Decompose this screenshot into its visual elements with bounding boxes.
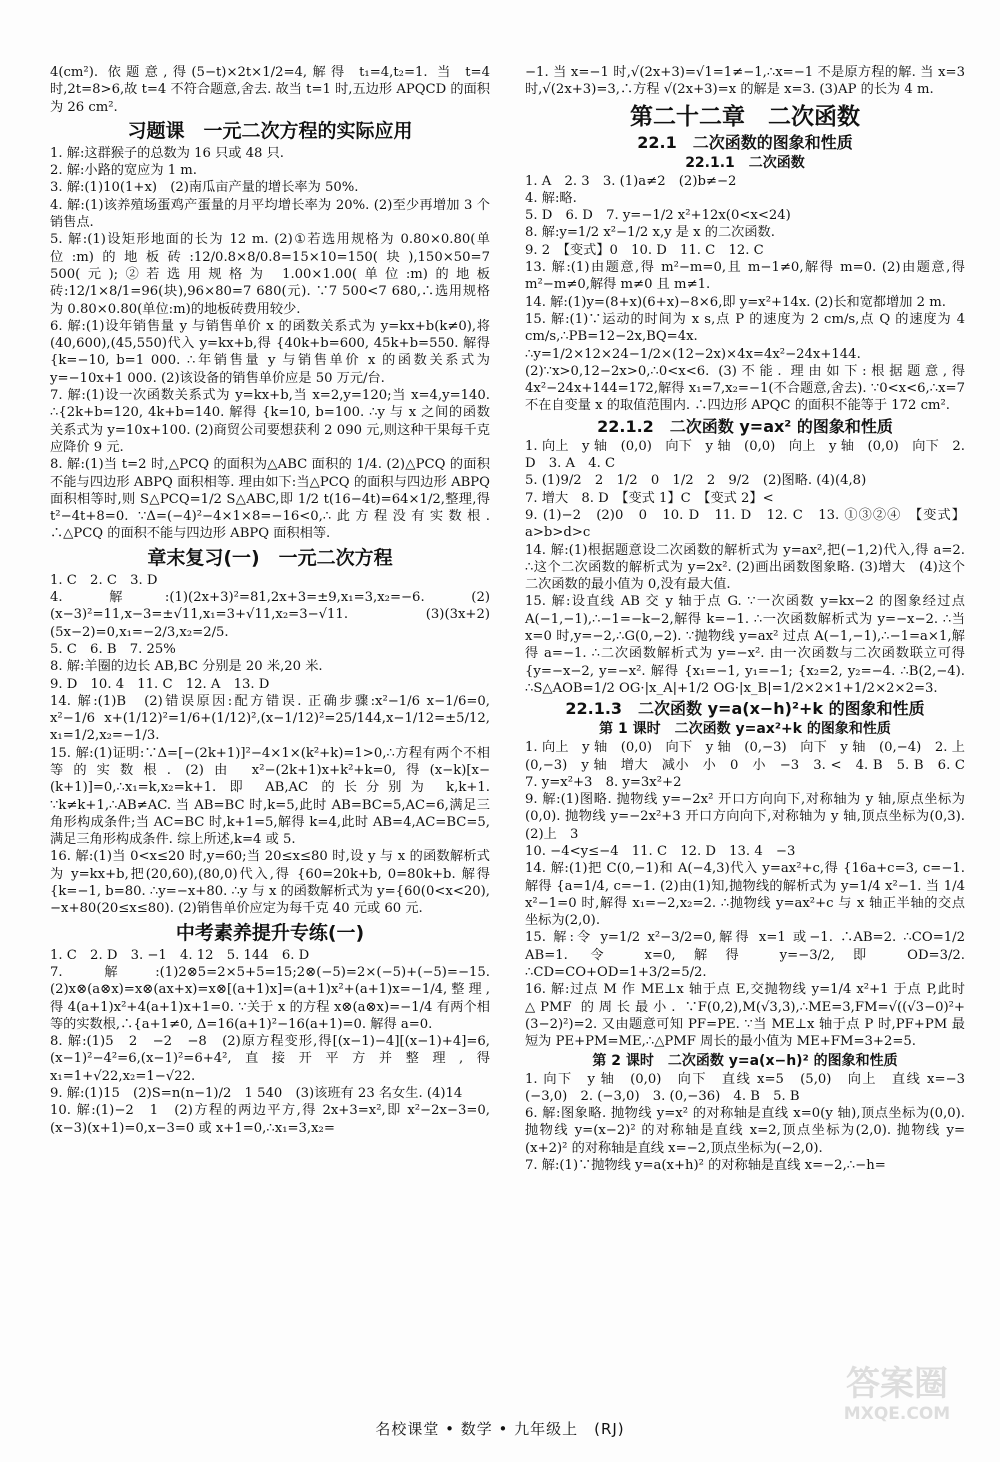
answer-item: 8. 解:y=1/2 x²−1/2 x,y 是 x 的二次函数. bbox=[525, 225, 775, 241]
answer-item: 14. 解:(1)y=(8+x)(6+x)−8×6,即 y=x²+14x. (2)长和宽都增加 2 m. bbox=[525, 294, 946, 310]
answer-item: 2. 解:小路的宽应为 1 m. bbox=[50, 163, 198, 179]
answer-item: 7. 解:(1)设一次函数关系式为 y=kx+b,当 x=2,y=120;当 x=4,y=140. ∴{2k+b=120, 4k+b=140. 解得 {k=10, b=100. ∴y 与 x 之间的函数关系式为 y=10x+100. (2)商贸公司要想获利 2 090 元,则这种干果每千克应降价 9 元. bbox=[50, 388, 490, 455]
left-column bbox=[50, 64, 490, 1137]
answer-item: 8. 解:(1)当 t=2 时,△PCQ 的面积为△ABC 面积的 1/4. (2)△PCQ 的面积不能与四边形 ABPQ 面积相等. 理由如下:当△PCQ 的面积与四边形 ABPQ 面积相等时,则 S△PCQ=1/2 S△ABC,即 1/2 t(16−4t)=64×1/2,整理,得 t²−4t+8=0. ∵Δ=(−4)²−4×1×8=−16<0,∴此方程没有实数根. ∴△PCQ 的面积不能与四边形 ABPQ 面积相等. bbox=[50, 457, 490, 542]
answer-item: 16. 解:(1)当 0<x≤20 时,y=60;当 20≤x≤80 时,设 y 与 x 的函数解析式为 y=kx+b,把(20,60),(80,0)代入,得 {60=20k+b, 0=80k+b. 解得 {k=−1, b=80. ∴y=−x+80. ∴y 与 x 的函数解析式为 y={60(0<x<20), −x+80(20≤x≤80). (2)销售单价应定为每千克 40 元或 60 元. bbox=[50, 849, 490, 917]
answer-item: 4(cm²). 依题意,得(5−t)×2t×1/2=4,解得 t₁=4,t₂=1. 当 t=4 时,2t=8>6,故 t=4 不符合题意,舍去. 故当 t=1 时,五边形 APQCD 的面积为 26 cm². bbox=[50, 65, 490, 115]
subsection-title: 22.1 二次函数的图象和性质 bbox=[637, 132, 853, 152]
subsection-title: 22.1.3 二次函数 y=a(x−h)²+k 的图象和性质 bbox=[565, 699, 925, 719]
section-title: 习题课 一元二次方程的实际应用 bbox=[127, 119, 413, 142]
answer-item: 1. 向下 y 轴 (0,0) 向下 直线 x=5 (5,0) 向上 直线 x=−3 (−3,0) 2. (−3,0) 3. (0,−36) 4. B 5. B bbox=[525, 1071, 979, 1104]
answer-item: 14. 解:(1)根据题意设二次函数的解析式为 y=ax²,把(−1,2)代入,得 a=2. ∴这个二次函数的解析式为 y=2x². (2)画出函数图象略. (3)增大 (4)这个二次函数的最小值为 0,没有最大值. bbox=[525, 542, 965, 593]
answer-item: 10. −4<y≤−4 11. C 12. D 13. 4 −3 bbox=[525, 843, 796, 859]
answer-item: 5. D 6. D 7. y=−1/2 x²+12x(0<x<24) bbox=[525, 208, 791, 224]
answer-item: 4. 解:(1)该养殖场蛋鸡产蛋量的月平均增长率为 20%. (2)至少再增加 3 个销售点. bbox=[50, 197, 490, 231]
answer-item: 4. 解:(1)(2x+3)²=81,2x+3=±9,x₁=3,x₂=−6. (2)(x−3)²=11,x−3=±√11,x₁=3+√11,x₂=3−√11. (3)(3x+2)(5x−2)=0,x₁=−2/3,x₂=2/5. bbox=[50, 590, 490, 640]
answer-item: 5. (1)9/2 2 1/2 0 1/2 2 9/2 (2)图略. (4)(4,8) bbox=[525, 473, 867, 489]
answer-item: 1. C 2. C 3. D bbox=[50, 572, 158, 588]
watermark-logo: 答案圈 bbox=[846, 1364, 948, 1404]
answer-item: 4. 解:略. bbox=[525, 190, 577, 206]
right-column bbox=[525, 64, 979, 1174]
section-title: 中考素养提升专练(一) bbox=[175, 921, 365, 944]
lesson-title: 第 2 课时 二次函数 y=a(x−h)² 的图象和性质 bbox=[592, 1052, 898, 1069]
answer-item: 5. 解:(1)设矩形地面的长为 12 m. (2)①若选用规格为 0.80×0.80(单位:m)的地板砖:12/0.8×8/0.8=15×10=150(块),150×50=7 500(元);②若选用规格为 1.00×1.00(单位:m)的地板砖:12/1×8/1=96(块),96×80=7 680(元). ∵7 500<7 680,∴选用规格为 0.80×0.80(单位:m)的地板砖费用较少. bbox=[50, 232, 490, 317]
answer-item: 9. 解:(1)图略. 抛物线 y=−2x² 开口方向向下,对称轴为 y 轴,原点坐标为(0,0). 抛物线 y=−2x²+3 开口方向向下,对称轴为 y 轴,顶点坐标为(0,3). (2)上 3 bbox=[525, 792, 965, 842]
answer-item: 15. 解:设直线 AB 交 y 轴于点 G. ∵一次函数 y=kx−2 的图象经过点 A(−1,−1),∴−1=−k−2,解得 k=−1. ∴一次函数解析式为 y=−x−2. ∴当 x=0 时,y=−2,∴G(0,−2). ∵抛物线 y=ax² 过点 A(−1,−1),∴−1=a×1,解得 a=−1. ∴二次函数解析式为 y=−x². 由一次函数与二次函数联立可得 {y=−x−2, y=−x². 解得 {x₁=−1, y₁=−1; {x₂=2, y₂=−4. ∴B(2,−4). ∴S△AOB=1/2 OG·|x_A|+1/2 OG·|x_B|=1/2×2×1+1/2×2×2=3. bbox=[525, 594, 965, 696]
answer-item: 14. 解:(1)B (2)错误原因:配方错误. 正确步骤:x²−1/6 x−1/6=0, x²−1/6 x+(1/12)²=1/6+(1/12)²,(x−1/12)²=25/144,x−1/12=±5/12, x₁=1/2,x₂=−1/3. bbox=[50, 693, 490, 744]
answer-item: −1. 当 x=−1 时,√(2x+3)=√1=1≠−1,∴x=−1 不是原方程的解. 当 x=3 时,√(2x+3)=3,∴方程 √(2x+3)=x 的解是 x=3. (3)AP 的长为 4 m. bbox=[525, 65, 965, 98]
answer-item: 9. 2 【变式】0 10. D 11. C 12. C bbox=[525, 242, 764, 258]
chapter-title: 第二十二章 二次函数 bbox=[630, 103, 860, 130]
page-footer: 名校课堂 • 数学 • 九年级上 (RJ) bbox=[375, 1420, 625, 1438]
answer-item: 15. 解:令 y=1/2 x²−3/2=0,解得 x=1 或−1. ∴AB=2. ∴CO=1/2 AB=1. 令 x=0,解得 y=−3/2,即 OD=3/2. ∴CD=CO+OD=1+3/2=5/2. bbox=[525, 930, 965, 981]
answer-item: 7. 解:(1)2⊗5=2×5+5=15;2⊗(−5)=2×(−5)+(−5)=−15. (2)x⊗(a⊗x)=x⊗(ax+x)=x⊗[(a+1)x]=(a+1)x²+(a+1)x=−1/4,整理,得 4(a+1)x²+4(a+1)x+1=0. ∵关于 x 的方程 x⊗(a⊗x)=−1/4 有两个相等的实数根,∴{a+1≠0, Δ=16(a+1)²−16(a+1)=0. 解得 a=0. bbox=[50, 964, 490, 1032]
watermark-url: MXQE.COM bbox=[843, 1404, 951, 1424]
answer-item: 7. 增大 8. D 【变式 1】C 【变式 2】< bbox=[525, 490, 774, 506]
answer-item: 8. 解:(1)5 2 −2 −8 (2)原方程变形,得[(x−1)−4][(x−1)+4]=6,(x−1)²−4²=6,(x−1)²=6+4²,直接开平方并整理,得 x₁=1+√22,x₂=1−√22. bbox=[50, 1034, 490, 1084]
answer-item: 6. 解:(1)设年销售量 y 与销售单价 x 的函数关系式为 y=kx+b(k≠0),将(40,600),(45,550)代入 y=kx+b,得 {40k+b=600, 45k+b=550. 解得 {k=−10, b=1 000. ∴年销售量 y 与销售单价 x 的函数关系式为 y=−10x+1 000. (2)该设备的销售单价应是 50 万元/台. bbox=[50, 318, 490, 386]
answer-item: 7. 解:(1)∵抛物线 y=a(x+h)² 的对称轴是直线 x=−2,∴−h= bbox=[525, 1158, 886, 1174]
answer-item: 15. 解:(1)∵运动的时间为 x s,点 P 的速度为 2 cm/s,点 Q 的速度为 4 cm/s,∴PB=12−2x,BQ=4x. ∴y=1/2×12×24−1/2×(12−2x)×4x=4x²−24x+144. (2)∵x>0,12−2x>0,∴0<x<6. (3)不能. 理由如下:根据题意,得 4x²−24x+144=172,解得 x₁=7,x₂=−1(不合题意,舍去). ∵0<x<6,∴x=7 不在自变量 x 的取值范围内. ∴四边形 APQC 的面积不能等于 172 cm². bbox=[525, 311, 965, 414]
answer-item: 1. 向上 y 轴 (0,0) 向下 y 轴 (0,−3) 向下 y 轴 (0,−4) 2. 上 (0,−3) y 轴 增大 减小 小 0 小 −3 3. < 4. B 5. B 6. C 7. y=x²+3 8. y=3x²+2 bbox=[525, 740, 979, 790]
answer-item: 14. 解:(1)把 C(0,−1)和 A(−4,3)代入 y=ax²+c,得 {16a+c=3, c=−1. 解得 {a=1/4, c=−1. (2)由(1)知,抛物线的解析式为 y=1/4 x²−1. 当 1/4 x²−1=0 时,解得 x₁=−2,x₂=2. ∴抛物线 y=ax²+c 与 x 轴正半轴的交点坐标为(2,0). bbox=[525, 861, 965, 929]
lesson-title: 22.1.1 二次函数 bbox=[685, 154, 805, 171]
answer-item: 10. 解:(1)−2 1 (2)方程的两边平方,得 2x+3=x²,即 x²−2x−3=0,(x−3)(x+1)=0,x−3=0 或 x+1=0,∴x₁=3,x₂= bbox=[50, 1103, 490, 1136]
answer-item: 16. 解:过点 M 作 ME⊥x 轴于点 E,交抛物线 y=1/4 x²+1 于点 P,此时△PMF 的周长最小. ∵F(0,2),M(√3,3),∴ME=3,FM=√((√3−0)²+(3−2)²)=2. 又由题意可知 PF=PE. ∵当 ME⊥x 轴于点 P 时,PF+PM 最短为 PE+PM=ME,∴△PMF 周长的最小值为 ME+FM=3+2=5. bbox=[525, 982, 965, 1050]
answer-item: 9. (1)−2 (2)0 0 10. D 11. D 12. C 13. ①③②④ 【变式】a>b>d>c bbox=[525, 507, 965, 541]
answer-item: 1. C 2. D 3. −1 4. 12 5. 144 6. D bbox=[50, 947, 310, 963]
lesson-title: 第 1 课时 二次函数 y=ax²+k 的图象和性质 bbox=[599, 721, 891, 738]
answer-item: 3. 解:(1)10(1+x) (2)南瓜亩产量的增长率为 50%. bbox=[50, 180, 359, 196]
answer-item: 9. D 10. 4 11. C 12. A 13. D bbox=[50, 676, 270, 692]
answer-item: 1. A 2. 3 3. (1)a≠2 (2)b≠−2 bbox=[525, 173, 737, 189]
watermark bbox=[822, 1364, 972, 1444]
answer-item: 9. 解:(1)15 (2)S=n(n−1)/2 1 540 (3)该班有 23 名女生. (4)14 bbox=[50, 1086, 463, 1102]
answer-item: 1. 解:这群猴子的总数为 16 只或 48 只. bbox=[50, 145, 284, 161]
section-title: 章末复习(一) 一元二次方程 bbox=[147, 546, 393, 569]
answer-item: 6. 解:图象略. 抛物线 y=x² 的对称轴是直线 x=0(y 轴),顶点坐标为(0,0). 抛物线 y=(x−2)² 的对称轴是直线 x=2,顶点坐标为(2,0). 抛物线 y=(x+2)² 的对称轴是直线 x=−2,顶点坐标为(−2,0). bbox=[525, 1106, 965, 1156]
subsection-title: 22.1.2 二次函数 y=ax² 的图象和性质 bbox=[597, 416, 893, 436]
answer-item: 8. 解:羊圈的边长 AB,BC 分别是 20 米,20 米. bbox=[50, 659, 323, 675]
answer-item: 15. 解:(1)证明:∵Δ=[−(2k+1)]²−4×1×(k²+k)=1>0,∴方程有两个不相等的实数根. (2)由 x²−(2k+1)x+k²+k=0,得(x−k)[x−(k+1)]=0,∴x₁=k,x₂=k+1. 即 AB,AC 的长分别为 k,k+1. ∵k≠k+1,∴AB≠AC. 当 AB=BC 时,k=5,此时 AB=BC=5,AC=6,满足三角形构成条件;当 AC=BC 时,k+1=5,解得 k=4,此时 AB=4,AC=BC=5,满足三角形构成条件. 综上所述,k=4 或 5. bbox=[50, 745, 490, 848]
answer-item: 13. 解:(1)由题意,得 m²−m=0,且 m−1≠0,解得 m=0. (2)由题意,得 m²−m≠0,解得 m≠0 且 m≠1. bbox=[525, 260, 965, 293]
answer-item: 5. C 6. B 7. 25% bbox=[50, 641, 176, 657]
answer-item: 1. 向上 y 轴 (0,0) 向下 y 轴 (0,0) 向上 y 轴 (0,0) 向下 2. D 3. A 4. C bbox=[525, 438, 965, 472]
